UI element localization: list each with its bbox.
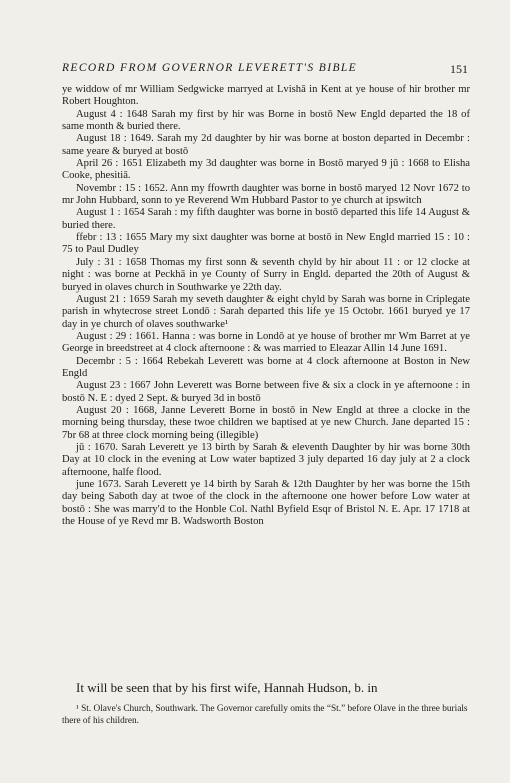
record-entry: August 18 : 1649. Sarah my 2d daughter by hir was borne at boston departed in Decembr : same yeare & buryed at bostō [62,133,470,157]
record-entry: August 21 : 1659 Sarah my seveth daughter & eight chyld by Sarah was borne in Criplegate parish in whytecrose street Londō : Sarah departed this life ye 15 Octobr. 1661 buryed ye 17 day in ye church of olaves southwarke¹ [62,293,470,330]
record-entry: August 20 : 1668, Janne Leverett Borne in bostō in New Engld at three a clocke in the morning being thursday, these twoe children we baptised at ye new Church. Jane departed 15 : 7br 68 at three clock morning being (illegible) [62,404,470,441]
page-number: 151 [450,62,468,76]
record-entry: jū : 1670. Sarah Leverett ye 13 birth by Sarah & eleventh Daughter by hir was borne 30th Day at 10 clock in the evening at Low water baptized 3 july departed 16 day july at 2 a clock afternoone, halfe flood. [62,441,470,478]
footnote: ¹ St. Olave's Church, Southwark. The Governor carefully omits the “St.” before Olave in the three burials there of his children. [62,704,468,726]
record-entry: August 4 : 1648 Sarah my first by hir was Borne in bostō New Engld departed the 18 of same month & buried there. [62,108,470,133]
record-entry: Decembr : 5 : 1664 Rebekah Leverett was borne at 4 clock afternoone at Boston in New Engld [62,355,470,379]
record-entry: April 26 : 1651 Elizabeth my 3d daughter was borne in Bostō maryed 9 jū : 1668 to Elisha Cooke, phesitiā. [62,158,470,182]
record-entry: ye widdow of mr William Sedgwicke marryed at Lvishā in Kent at ye house of hir brother mr Robert Houghton. [62,84,470,108]
record-entry: August 1 : 1654 Sarah : my fifth daughter was borne in bostō departed this life 14 August & buried there. [62,207,470,231]
record-entries [62,84,470,528]
record-entry: ffebr : 13 : 1655 Mary my sixt daughter was borne at bostō in New Engld married 15 : 10 : 75 to Paul Dudley [62,232,470,256]
closing-line: It will be seen that by his first wife, Hannah Hudson, b. in [76,680,378,695]
record-entry: August : 29 : 1661. Hanna : was borne in Londō at ye house of brother mr Wm Barret at ye George in breedstreet at 4 clock afternoone : & was married to Eleazar Allin 14 June 1691. [62,330,470,355]
record-entry: August 23 : 1667 John Leverett was Borne between five & six a clock in ye afternoone : in bostō N. E : dyed 2 Sept. & buryed 3d in bostō [62,380,470,404]
record-entry: Novembr : 15 : 1652. Ann my ffowrth daughter was borne in bostō maryed 12 Novr 1672 to mr John Hubbard, sonn to ye Reverend Wm Hubbard Pastor to ye church at ipswitch [62,182,470,207]
record-entry: june 1673. Sarah Leverett ye 14 birth by Sarah & 12th Daughter by her was borne the 15th day being Saboth day at twoe of the clock in the afternoone one hower before Low water at bostō : She was marry'd to the Honble Col. Nathl Byfield Esqr of Bristol N. E. Apr. 17 1718 at the House of ye Revd mr B. Wadsworth Boston [62,479,470,528]
running-head: RECORD FROM GOVERNOR LEVERETT'S BIBLE [62,62,358,74]
record-entry: July : 31 : 1658 Thomas my first sonn & seventh chyld by hir about 11 : or 12 clocke at night : was borne at Peckhā in ye County of Surry in Engld. departed the 20th of August & buryed in olaves church in Southwarke ye 22th day. [62,256,470,293]
